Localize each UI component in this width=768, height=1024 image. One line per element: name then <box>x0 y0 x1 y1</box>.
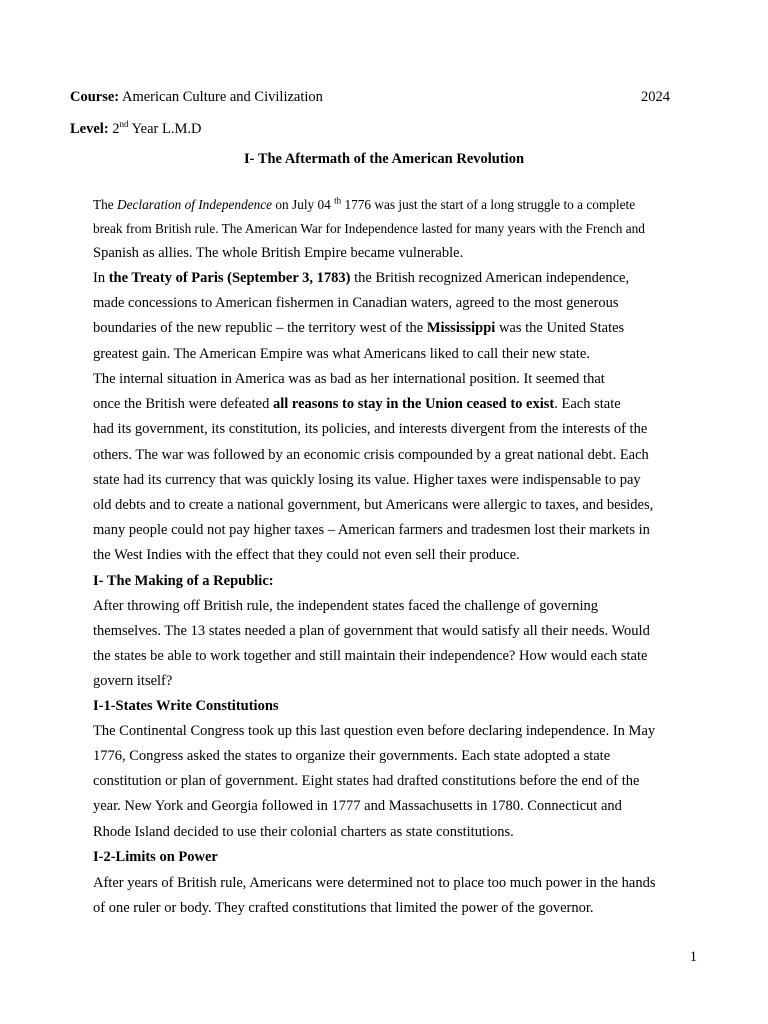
paragraph-line: the states be able to work together and still maintain their independence? How would each state <box>93 648 648 664</box>
paragraph-line: 1776, Congress asked the states to organize their governments. Each state adopted a state <box>93 748 611 764</box>
level-ordinal-suffix: nd <box>119 119 129 130</box>
text-run: In <box>93 270 109 286</box>
paragraph-line: constitution or plan of government. Eight states had drafted constitutions before the end of the <box>93 773 640 789</box>
section-heading: I- The Making of a Republic: <box>93 573 274 589</box>
text-run: The <box>93 197 117 212</box>
level-line <box>70 120 670 138</box>
text-run: 1776 was just the start of a long struggle to a complete <box>341 197 636 212</box>
paragraph-line: Rhode Island decided to use their colonial charters as state constitutions. <box>93 824 514 840</box>
text-run: . Each state <box>554 396 621 412</box>
paragraph-line: themselves. The 13 states needed a plan of government that would satisfy all their needs. Would <box>93 623 650 639</box>
paragraph-line <box>93 269 629 287</box>
paragraph-line <box>93 196 635 214</box>
paragraph-line <box>93 395 621 413</box>
level-number: 2 <box>112 121 120 137</box>
paragraph-line: had its government, its constitution, its policies, and interests divergent from the interests of the <box>93 421 648 437</box>
text-run: boundaries of the new republic – the territory west of the <box>93 320 427 336</box>
level-value: Year L.M.D <box>131 121 202 137</box>
page-title: I- The Aftermath of the American Revolution <box>243 151 525 167</box>
paragraph-line: others. The war was followed by an economic crisis compounded by a great national debt. Each <box>93 447 649 463</box>
paragraph-line: greatest gain. The American Empire was what Americans liked to call their new state. <box>93 346 590 362</box>
paragraph-line: The internal situation in America was as bad as her international position. It seemed that <box>93 371 605 387</box>
paragraph-line: state had its currency that was quickly losing its value. Higher taxes were indispensable to pay <box>93 472 641 488</box>
text-run: was the United States <box>495 320 625 336</box>
text-run: the British recognized American independence, <box>350 270 630 286</box>
paragraph-line: govern itself? <box>93 673 173 689</box>
text-run: on July 04 <box>272 197 335 212</box>
paragraph-line: the West Indies with the effect that they could not even sell their produce. <box>93 547 520 563</box>
paragraph-line: old debts and to create a national government, but Americans were allergic to taxes, and besides, <box>93 497 654 513</box>
paragraph-line: many people could not pay higher taxes – American farmers and tradesmen lost their markets in <box>93 522 650 538</box>
italic-title: Declaration of Independence <box>117 197 273 212</box>
paragraph-line: After throwing off British rule, the independent states faced the challenge of governing <box>93 598 599 614</box>
bold-phrase: all reasons to stay in the Union ceased to exist <box>272 396 555 412</box>
text-run: once the British were defeated <box>93 396 273 412</box>
paragraph-line: break from British rule. The American War for Independence lasted for many years with the French and <box>93 221 645 236</box>
page-number: 1 <box>689 949 697 965</box>
paragraph-line <box>93 319 624 337</box>
paragraph-line: of one ruler or body. They crafted constitutions that limited the power of the governor. <box>93 900 594 916</box>
document-year: 2024 <box>641 89 670 105</box>
section-heading: I-2-Limits on Power <box>93 849 218 865</box>
course-value: American Culture and Civilization <box>121 89 323 105</box>
paragraph-line: After years of British rule, Americans were determined not to place too much power in the hands <box>93 875 656 891</box>
paragraph-line: year. New York and Georgia followed in 1777 and Massachusetts in 1780. Connecticut and <box>93 798 622 814</box>
ordinal-suffix: th <box>334 195 342 206</box>
course-line <box>70 88 670 106</box>
level-label: Level: <box>70 121 109 137</box>
bold-phrase: the Treaty of Paris (September 3, 1783) <box>108 270 351 286</box>
course-label: Course: <box>70 89 120 105</box>
section-heading: I-1-States Write Constitutions <box>93 698 279 714</box>
paragraph-line: Spanish as allies. The whole British Empire became vulnerable. <box>93 245 464 261</box>
paragraph-line: made concessions to American fishermen in Canadian waters, agreed to the most generous <box>93 295 619 311</box>
paragraph-line: The Continental Congress took up this last question even before declaring independence. In May <box>93 723 656 739</box>
bold-phrase: Mississippi <box>426 320 496 336</box>
